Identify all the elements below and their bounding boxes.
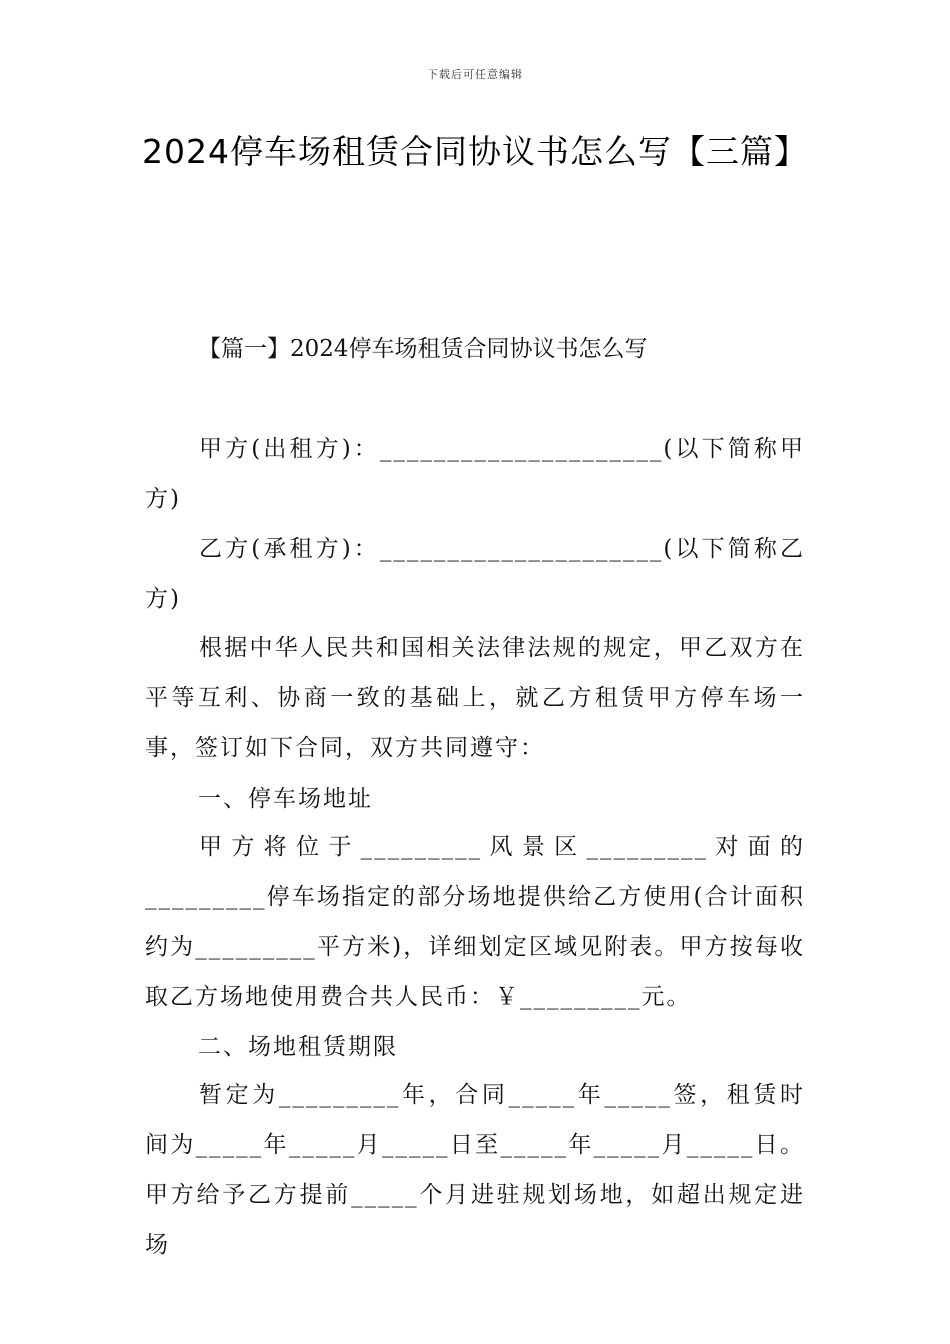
party-b-paragraph: 乙方(承租方)：_____________________(以下简称乙方): [145, 536, 805, 612]
party-a-paragraph: 甲方(出租方)：_____________________(以下简称甲方): [145, 436, 805, 512]
clause-2-heading: 二、场地租赁期限: [198, 1034, 398, 1060]
section-heading: 【篇一】2024停车场租赁合同协议书怎么写: [198, 336, 648, 362]
clause-2-paragraph: 暂定为_________年，合同_____年_____签，租赁时间为_____年_____月_____日至_____年_____月_____日。甲方给予乙方提前_____个月进驻规划场地，如超出规定进场: [145, 1082, 805, 1258]
header-note: 下载后可任意编辑: [427, 68, 523, 81]
clause-1-heading: 一、停车场地址: [198, 786, 373, 812]
document-title: 2024停车场租赁合同协议书怎么写【三篇】: [142, 132, 808, 171]
clause-1-paragraph: 甲方将位于_________风景区_________对面的_________停车场指定的部分场地提供给乙方使用(合计面积约为_________平方米)，详细划定区域见附表。甲方按每收取乙方场地使用费合共人民币：￥_________元。: [145, 834, 805, 1010]
preamble-paragraph: 根据中华人民共和国相关法律法规的规定，甲乙双方在平等互利、协商一致的基础上，就乙方租赁甲方停车场一事，签订如下合同，双方共同遵守：: [145, 635, 805, 761]
